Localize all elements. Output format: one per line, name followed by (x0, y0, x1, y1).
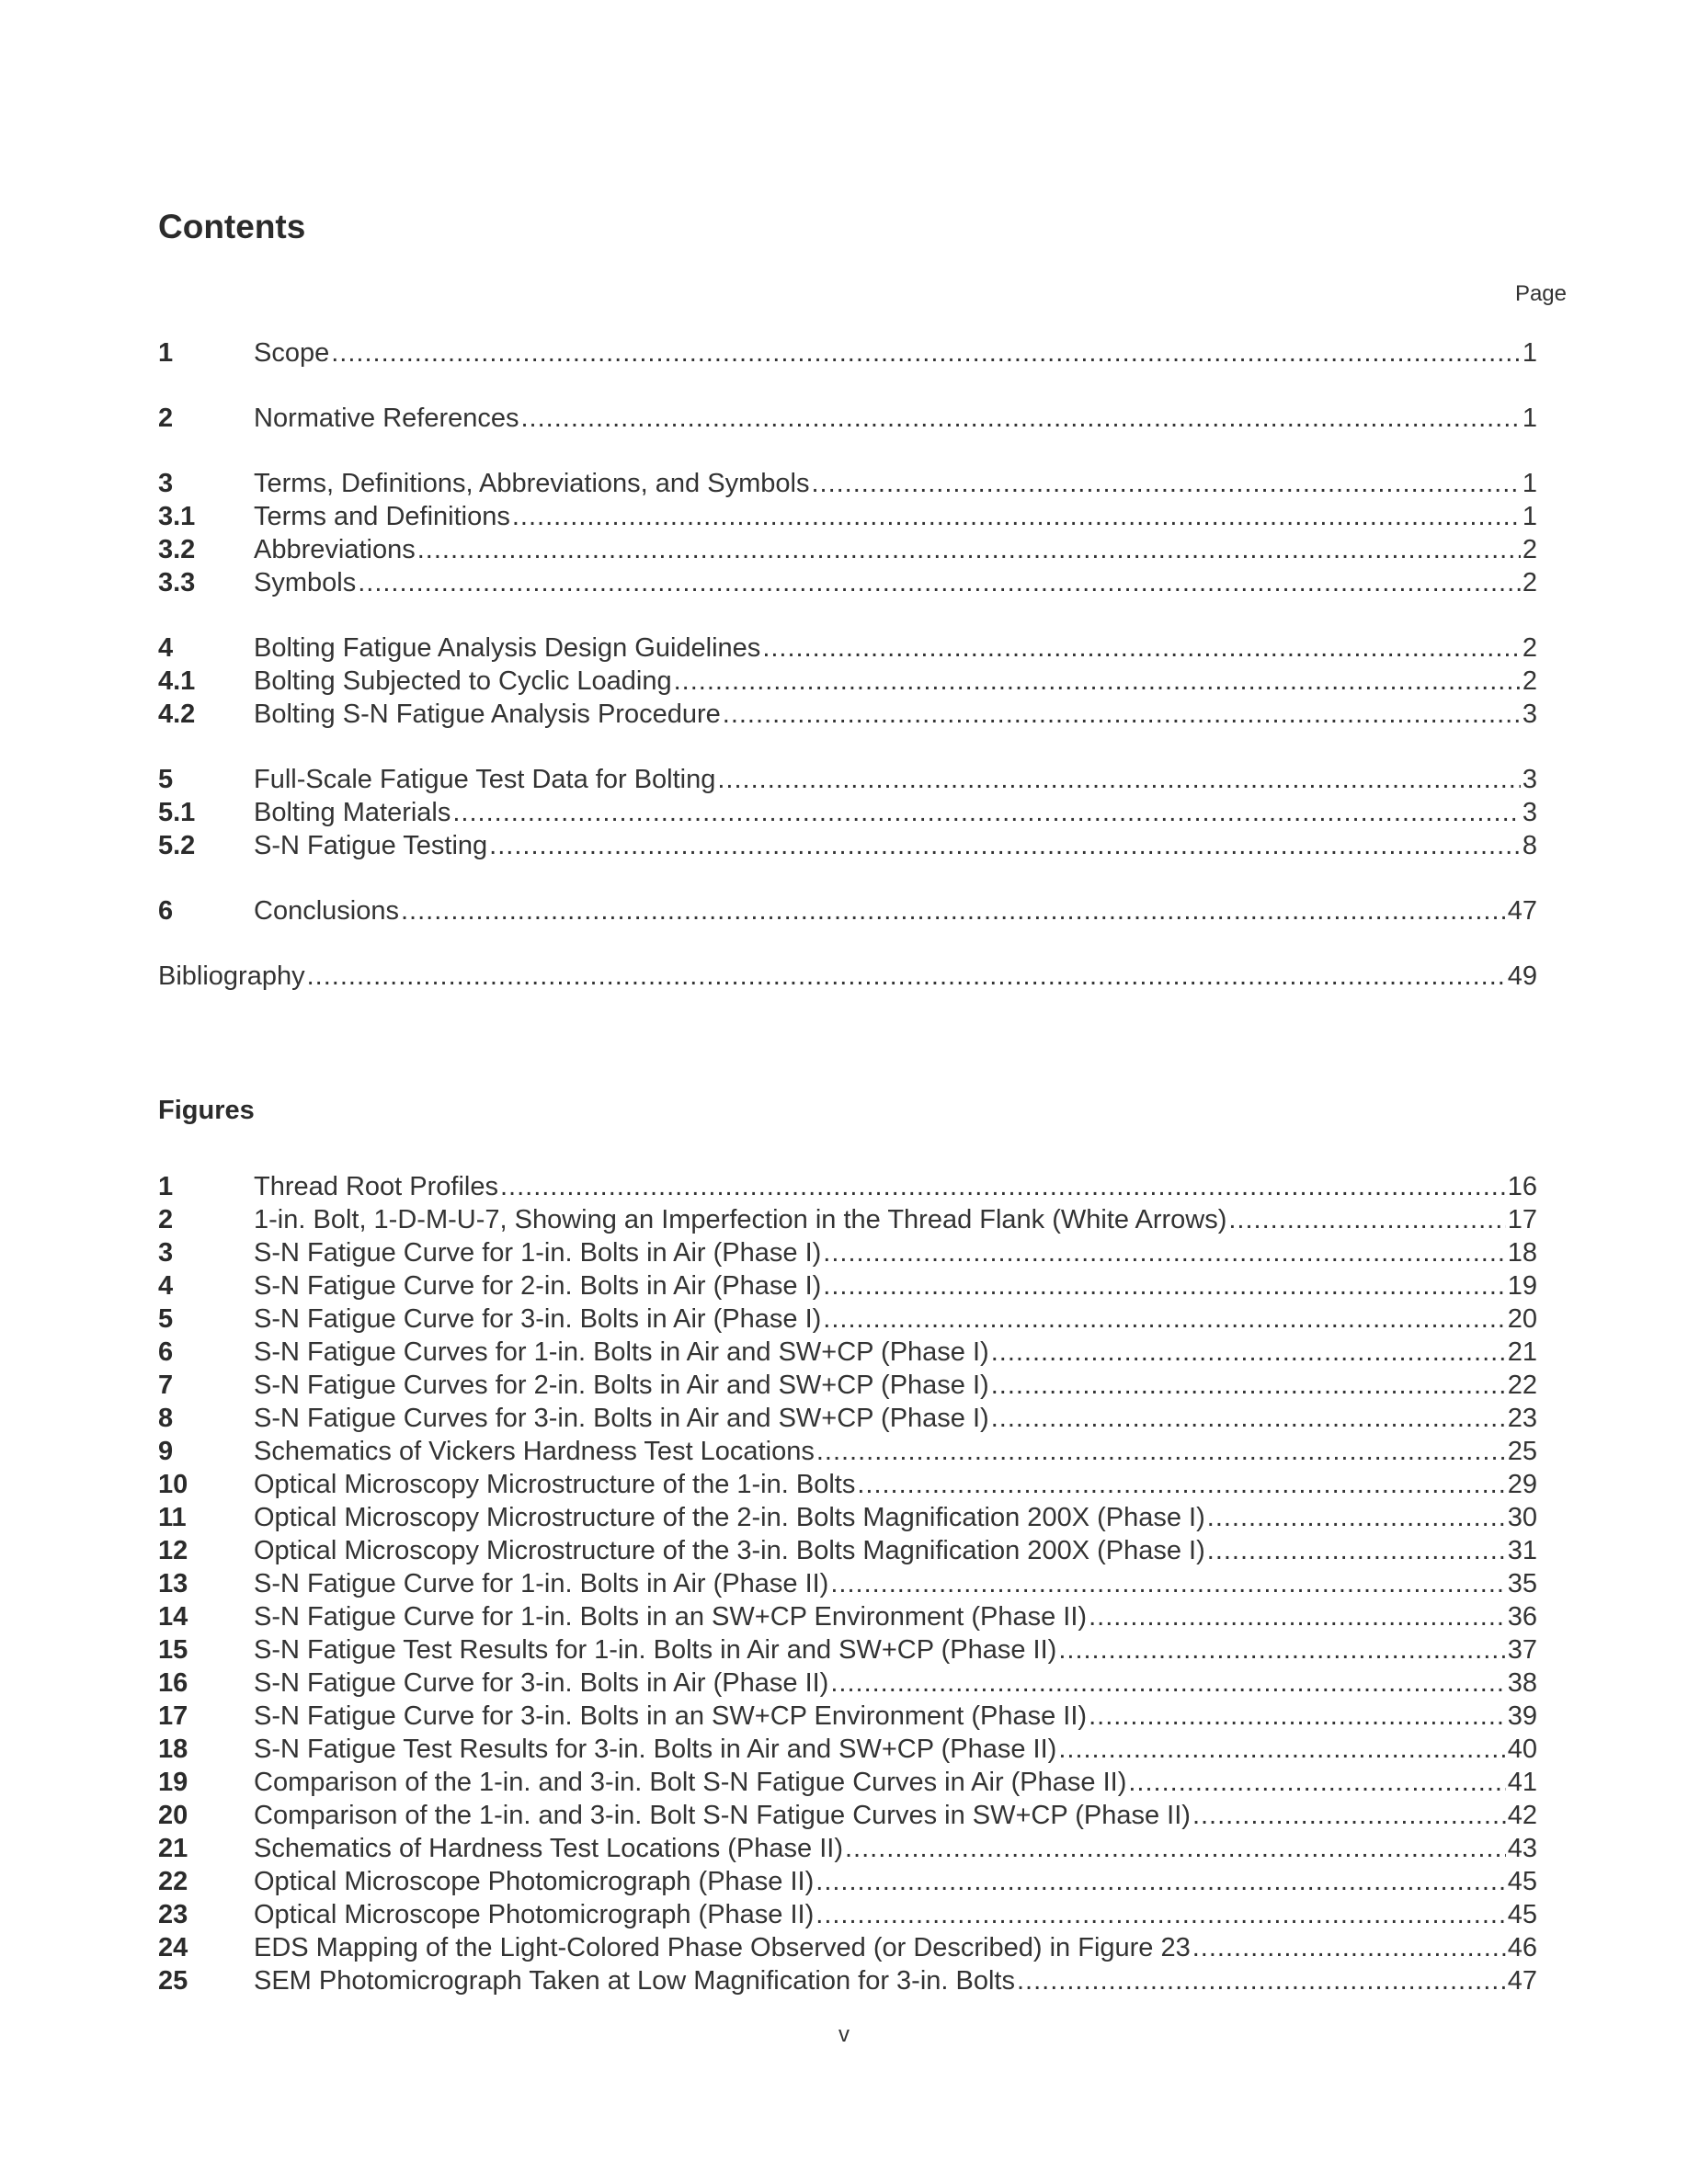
toc-entry[interactable] (158, 533, 1537, 566)
entry-title: Bolting Fatigue Analysis Design Guidelines (254, 633, 761, 663)
entry-title: Optical Microscopy Microstructure of the 1-in. Bolts (254, 1470, 856, 1499)
entry-number: 10 (158, 1470, 188, 1499)
entry-title: SEM Photomicrograph Taken at Low Magnification for 3-in. Bolts (254, 1966, 1015, 1996)
entry-title: Optical Microscope Photomicrograph (Phase II) (254, 1867, 815, 1896)
entry-number: 3 (158, 469, 174, 498)
dot-leader (1058, 1633, 1505, 1666)
entry-number: 1 (158, 1172, 174, 1201)
entry-title: S-N Fatigue Curve for 3-in. Bolts in Air (Phase I) (254, 1304, 822, 1334)
entry-page-number: 42 (1507, 1801, 1537, 1830)
entry-line (254, 1170, 1537, 1203)
entry-number: 6 (158, 896, 174, 926)
toc-entry[interactable] (158, 796, 1537, 829)
entry-number: 22 (158, 1867, 188, 1896)
dot-leader (815, 1898, 1505, 1931)
toc-entry[interactable] (158, 1369, 1537, 1402)
dot-leader (723, 698, 1521, 731)
entry-page-number: 43 (1507, 1834, 1537, 1863)
toc-entry[interactable] (158, 1567, 1537, 1600)
entry-title: Bolting S-N Fatigue Analysis Procedure (254, 700, 721, 729)
entry-line (254, 698, 1537, 731)
toc-entry[interactable] (158, 566, 1537, 599)
toc-entry[interactable] (158, 1402, 1537, 1435)
entry-number: 4.2 (158, 700, 196, 729)
contents-heading: Contents (158, 208, 306, 245)
entry-title: Full-Scale Fatigue Test Data for Bolting (254, 765, 716, 794)
toc-entry[interactable] (158, 1733, 1537, 1766)
toc-entry[interactable] (158, 1931, 1537, 1964)
dot-leader (823, 1302, 1505, 1336)
toc-entry[interactable] (158, 1964, 1537, 1997)
entry-page-number: 35 (1507, 1569, 1537, 1598)
dot-leader (489, 829, 1521, 862)
entry-title: Normative References (254, 404, 519, 433)
entry-line (254, 1600, 1537, 1633)
entry-page-number: 45 (1507, 1867, 1537, 1896)
entry-title: S-N Fatigue Test Results for 1-in. Bolts in Air and SW+CP (Phase II) (254, 1635, 1057, 1665)
entry-number: 7 (158, 1371, 174, 1400)
entry-line (254, 796, 1537, 829)
toc-entry[interactable] (158, 1170, 1537, 1203)
entry-line (254, 1501, 1537, 1534)
entry-title: Abbreviations (254, 535, 416, 564)
entry-number: 20 (158, 1801, 188, 1830)
entry-number: 6 (158, 1337, 174, 1367)
entry-title: Terms and Definitions (254, 502, 510, 531)
entry-title: S-N Fatigue Curves for 2-in. Bolts in Air and SW+CP (Phase I) (254, 1371, 989, 1400)
entry-number: 24 (158, 1933, 188, 1962)
entry-line (254, 1203, 1537, 1236)
dot-leader (830, 1666, 1505, 1700)
entry-page-number: 16 (1507, 1172, 1537, 1201)
dot-leader (1207, 1534, 1506, 1567)
entry-page-number: 45 (1507, 1900, 1537, 1929)
entry-number: 5.2 (158, 831, 196, 860)
entry-number: 2 (158, 1205, 174, 1234)
dot-leader (307, 960, 1506, 993)
entry-title: S-N Fatigue Testing (254, 831, 488, 860)
entry-title: 1-in. Bolt, 1-D-M-U-7, Showing an Imperfection in the Thread Flank (White Arrows) (254, 1205, 1227, 1234)
toc-entry[interactable] (158, 1666, 1537, 1700)
entry-title: S-N Fatigue Curve for 1-in. Bolts in Air (Phase II) (254, 1569, 829, 1598)
entry-line (254, 336, 1537, 370)
dot-leader (521, 402, 1521, 435)
dot-leader (762, 631, 1521, 665)
dot-leader (1017, 1964, 1506, 1997)
contents-list (158, 336, 1537, 993)
entry-page-number: 49 (1507, 961, 1537, 991)
entry-title: Symbols (254, 568, 357, 597)
dot-leader (823, 1236, 1505, 1269)
toc-entry[interactable] (158, 894, 1537, 927)
entry-number: 14 (158, 1602, 188, 1632)
dot-leader (512, 500, 1521, 533)
entry-number: 15 (158, 1635, 188, 1665)
entry-number: 1 (158, 338, 174, 368)
entry-title: EDS Mapping of the Light-Colored Phase Observed (or Described) in Figure 23 (254, 1933, 1191, 1962)
entry-number: 8 (158, 1404, 174, 1433)
toc-entry[interactable] (158, 829, 1537, 862)
entry-page-number: 3 (1522, 765, 1537, 794)
entry-title: Scope (254, 338, 330, 368)
entry-line (254, 1269, 1537, 1302)
entry-number: 4.1 (158, 666, 196, 696)
dot-leader (331, 336, 1521, 370)
toc-entry[interactable] (158, 1898, 1537, 1931)
dot-leader (816, 1435, 1506, 1468)
group-spacer (158, 435, 1537, 467)
entry-page-number: 31 (1507, 1536, 1537, 1565)
entry-number: 4 (158, 1271, 174, 1301)
toc-entry[interactable] (158, 1302, 1537, 1336)
entry-line (254, 1402, 1537, 1435)
entry-number: 23 (158, 1900, 188, 1929)
group-spacer (158, 927, 1537, 960)
entry-number: 16 (158, 1668, 188, 1698)
dot-leader (815, 1865, 1505, 1898)
group-spacer (158, 731, 1537, 763)
entry-page-number: 3 (1522, 700, 1537, 729)
entry-page-number: 46 (1507, 1933, 1537, 1962)
entry-line (254, 1468, 1537, 1501)
entry-line (254, 894, 1537, 927)
dot-leader (811, 467, 1520, 500)
dot-leader (991, 1336, 1506, 1369)
entry-title: Comparison of the 1-in. and 3-in. Bolt S-N Fatigue Curves in SW+CP (Phase II) (254, 1801, 1191, 1830)
entry-line (254, 1964, 1537, 1997)
entry-number: 3 (158, 1238, 174, 1268)
entry-page-number: 38 (1507, 1668, 1537, 1698)
entry-title: Optical Microscope Photomicrograph (Phase II) (254, 1900, 815, 1929)
entry-line (254, 1369, 1537, 1402)
dot-leader (401, 894, 1506, 927)
entry-page-number: 1 (1522, 338, 1537, 368)
entry-line (254, 631, 1537, 665)
entry-title: S-N Fatigue Curves for 1-in. Bolts in Air and SW+CP (Phase I) (254, 1337, 989, 1367)
entry-page-number: 20 (1507, 1304, 1537, 1334)
toc-entry[interactable] (158, 1435, 1537, 1468)
entry-line (254, 1931, 1537, 1964)
entry-title: S-N Fatigue Curves for 3-in. Bolts in Air and SW+CP (Phase I) (254, 1404, 989, 1433)
entry-line (254, 1534, 1537, 1567)
toc-entry[interactable] (158, 1799, 1537, 1832)
entry-number: 5.1 (158, 798, 196, 827)
toc-entry[interactable] (158, 1700, 1537, 1733)
entry-title: Bolting Materials (254, 798, 451, 827)
entry-line (254, 1633, 1537, 1666)
page-column-label: Page (1514, 281, 1567, 306)
entry-line (254, 1700, 1537, 1733)
entry-page-number: 40 (1507, 1735, 1537, 1764)
toc-entry[interactable] (158, 665, 1537, 698)
entry-title: S-N Fatigue Curve for 3-in. Bolts in Air (Phase II) (254, 1668, 829, 1698)
entry-page-number: 36 (1507, 1602, 1537, 1632)
entry-line (254, 1435, 1537, 1468)
entry-number: 9 (158, 1437, 174, 1466)
entry-number: 19 (158, 1768, 188, 1797)
entry-line (254, 1302, 1537, 1336)
entry-page-number: 25 (1507, 1437, 1537, 1466)
entry-page-number: 23 (1507, 1404, 1537, 1433)
toc-entry[interactable] (158, 500, 1537, 533)
dot-leader (1192, 1931, 1506, 1964)
toc-entry[interactable] (158, 467, 1537, 500)
entry-number: 2 (158, 404, 174, 433)
entry-number: 13 (158, 1569, 188, 1598)
entry-number: 18 (158, 1735, 188, 1764)
dot-leader (1192, 1799, 1506, 1832)
entry-line (254, 566, 1537, 599)
entry-page-number: 1 (1522, 502, 1537, 531)
entry-line (254, 1236, 1537, 1269)
toc-entry[interactable] (158, 763, 1537, 796)
entry-title: Comparison of the 1-in. and 3-in. Bolt S-N Fatigue Curves in Air (Phase II) (254, 1768, 1127, 1797)
entry-line (254, 665, 1537, 698)
toc-entry[interactable] (158, 1766, 1537, 1799)
entry-number: 11 (158, 1503, 187, 1532)
entry-title: S-N Fatigue Curve for 1-in. Bolts in an SW+CP Environment (Phase II) (254, 1602, 1088, 1632)
group-spacer (158, 862, 1537, 894)
toc-entry[interactable] (158, 402, 1537, 435)
entry-title: Schematics of Hardness Test Locations (Phase II) (254, 1834, 843, 1863)
entry-line (254, 1799, 1537, 1832)
entry-page-number: 17 (1507, 1205, 1537, 1234)
entry-page-number: 39 (1507, 1701, 1537, 1731)
entry-line (254, 1666, 1537, 1700)
entry-title: S-N Fatigue Curve for 1-in. Bolts in Air (Phase I) (254, 1238, 822, 1268)
dot-leader (991, 1369, 1506, 1402)
entry-number: 5 (158, 765, 174, 794)
dot-leader (1228, 1203, 1505, 1236)
toc-entry[interactable] (158, 336, 1537, 370)
toc-entry[interactable] (158, 1600, 1537, 1633)
entry-number: 17 (158, 1701, 188, 1731)
toc-entry[interactable] (158, 631, 1537, 665)
dot-leader (823, 1269, 1505, 1302)
entry-number: 3.3 (158, 568, 196, 597)
figures-heading: Figures (158, 1096, 255, 1125)
toc-entry[interactable] (158, 698, 1537, 731)
entry-page-number: 8 (1522, 831, 1537, 860)
dot-leader (857, 1468, 1505, 1501)
footer-page-number: v (838, 2022, 850, 2047)
entry-line (254, 1567, 1537, 1600)
figures-list (158, 1170, 1537, 1997)
entry-line (254, 1336, 1537, 1369)
entry-page-number: 3 (1522, 798, 1537, 827)
entry-page-number: 2 (1522, 633, 1537, 663)
entry-number: 5 (158, 1304, 174, 1334)
entry-line (254, 829, 1537, 862)
dot-leader (358, 566, 1521, 599)
entry-page-number: 22 (1507, 1371, 1537, 1400)
dot-leader (500, 1170, 1506, 1203)
entry-title: Optical Microscopy Microstructure of the 3-in. Bolts Magnification 200X (Phase I) (254, 1536, 1205, 1565)
entry-page-number: 37 (1507, 1635, 1537, 1665)
entry-line (254, 1733, 1537, 1766)
dot-leader (1089, 1700, 1506, 1733)
toc-entry[interactable] (158, 960, 1537, 993)
entry-title: S-N Fatigue Curve for 2-in. Bolts in Air (Phase I) (254, 1271, 822, 1301)
toc-entry[interactable] (158, 1336, 1537, 1369)
dot-leader (674, 665, 1521, 698)
dot-leader (1058, 1733, 1505, 1766)
group-spacer (158, 370, 1537, 402)
entry-line (254, 763, 1537, 796)
entry-line (254, 533, 1537, 566)
entry-title: Thread Root Profiles (254, 1172, 498, 1201)
entry-page-number: 29 (1507, 1470, 1537, 1499)
entry-line (254, 1865, 1537, 1898)
entry-page-number: 41 (1507, 1768, 1537, 1797)
dot-leader (717, 763, 1520, 796)
entry-page-number: 2 (1522, 666, 1537, 696)
entry-number: 12 (158, 1536, 188, 1565)
dot-leader (1089, 1600, 1506, 1633)
entry-title: Optical Microscopy Microstructure of the 2-in. Bolts Magnification 200X (Phase I) (254, 1503, 1205, 1532)
entry-title: Terms, Definitions, Abbreviations, and Symbols (254, 469, 810, 498)
entry-number: 25 (158, 1966, 188, 1996)
entry-number: 3.2 (158, 535, 196, 564)
toc-entry[interactable] (158, 1269, 1537, 1302)
toc-entry[interactable] (158, 1236, 1537, 1269)
entry-page-number: 21 (1507, 1337, 1537, 1367)
entry-line (158, 960, 1537, 993)
entry-title: Bibliography (158, 961, 305, 991)
entry-page-number: 47 (1507, 1966, 1537, 1996)
entry-page-number: 1 (1522, 404, 1537, 433)
dot-leader (417, 533, 1521, 566)
dot-leader (830, 1567, 1505, 1600)
dot-leader (1128, 1766, 1505, 1799)
entry-title: Bolting Subjected to Cyclic Loading (254, 666, 672, 696)
dot-leader (991, 1402, 1506, 1435)
entry-page-number: 30 (1507, 1503, 1537, 1532)
entry-page-number: 47 (1507, 896, 1537, 926)
toc-entry[interactable] (158, 1633, 1537, 1666)
toc-entry[interactable] (158, 1468, 1537, 1501)
entry-title: S-N Fatigue Test Results for 3-in. Bolts in Air and SW+CP (Phase II) (254, 1735, 1057, 1764)
entry-page-number: 18 (1507, 1238, 1537, 1268)
toc-entry[interactable] (158, 1534, 1537, 1567)
entry-line (254, 467, 1537, 500)
entry-page-number: 1 (1522, 469, 1537, 498)
entry-title: Schematics of Vickers Hardness Test Locations (254, 1437, 815, 1466)
entry-title: S-N Fatigue Curve for 3-in. Bolts in an SW+CP Environment (Phase II) (254, 1701, 1088, 1731)
entry-line (254, 1898, 1537, 1931)
entry-line (254, 1766, 1537, 1799)
dot-leader (452, 796, 1520, 829)
entry-page-number: 2 (1522, 535, 1537, 564)
group-spacer (158, 599, 1537, 631)
toc-entry[interactable] (158, 1832, 1537, 1865)
entry-number: 4 (158, 633, 174, 663)
entry-number: 3.1 (158, 502, 196, 531)
toc-entry[interactable] (158, 1865, 1537, 1898)
entry-title: Conclusions (254, 896, 399, 926)
toc-entry[interactable] (158, 1203, 1537, 1236)
entry-number: 21 (158, 1834, 188, 1863)
entry-line (254, 1832, 1537, 1865)
toc-entry[interactable] (158, 1501, 1537, 1534)
entry-line (254, 500, 1537, 533)
dot-leader (1207, 1501, 1506, 1534)
dot-leader (845, 1832, 1506, 1865)
entry-page-number: 19 (1507, 1271, 1537, 1301)
entry-line (254, 402, 1537, 435)
entry-page-number: 2 (1522, 568, 1537, 597)
